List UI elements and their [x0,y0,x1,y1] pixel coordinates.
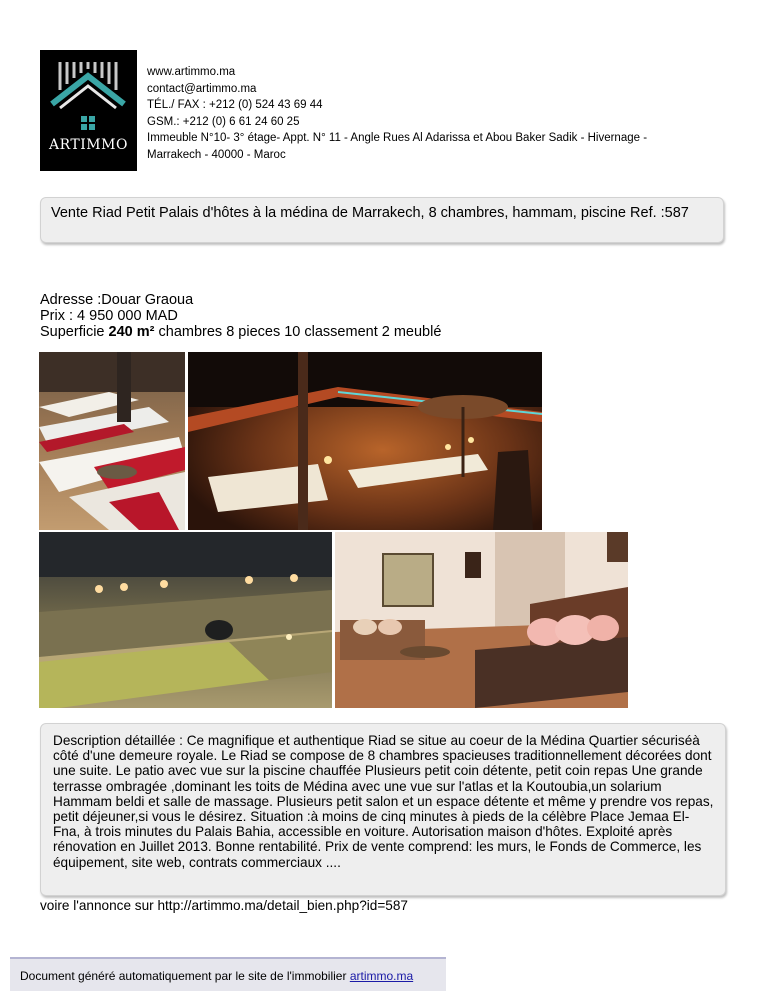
footer-link[interactable]: artimmo.ma [349,969,414,983]
photo-salon [335,532,628,708]
listing-url[interactable]: voire l'annonce sur http://artimmo.ma/detail_bien.php?id=587 [40,898,408,913]
listing-details [40,292,441,340]
website-line: www.artimmo.ma [147,66,236,78]
email-line: contact@artimmo.ma [147,82,257,95]
address-line-2: Marrakech - 40000 - Maroc [147,148,286,161]
surface-rest: chambres 8 pieces 10 classement 2 meublé [158,324,442,340]
photo-hammam [39,532,332,708]
surface-field [40,324,441,340]
photo-pool-loungers [39,352,185,530]
footer-text: Document généré automatiquement par le site de l'immobilier [20,969,347,983]
address-line-1: Immeuble N°10- 3° étage- Appt. N° 11 - Angle Rues Al Adarissa et Abou Baker Sadik - Hivernage - [147,132,648,144]
price-field: Prix : 4 950 000 MAD [40,308,178,324]
listing-description: Description détaillée : Ce magnifique et authentique Riad se situe au coeur de la Médina Quartier sécuriséà côté d'une demeure royale. Le Riad se compose de 8 chambres spacieuses traditionnellement décorées dont une suite. Le patio avec vue sur la piscine chauffée Plusieurs petit coin détente, petit coin repas Une grande terrasse ombragée ,dominant les toits de Médina avec une vue sur l'atlas et la Koutoubia,un solarium Hammam beldi et salle de massage. Plusieurs petit salon et un espace détente et même y prendre vos repas, petit déjeuner,si vous le désirez. Situation :à moins de cinq minutes à pieds de la célèbre Place Jemaa El-Fna, à trois minutes du Palais Bahia, accessible en voiture. Autorisation maison d'hôtes. Exploité après rénovation en Juillet 2013. Bonne rentabilité. Prix de vente comprend: les murs, le Fonds de Commerce, les équipement, site web, contrats commerciaux .... [40,723,726,896]
surface-value: 240 m² [108,324,155,340]
contact-info [147,64,647,163]
address-field: Adresse :Douar Graoua [40,292,194,308]
surface-label: Superficie [40,324,105,340]
phone-fax-line: TÉL./ FAX : +212 (0) 524 43 69 44 [147,99,323,111]
artimmo-logo [40,50,137,171]
gsm-line: GSM.: +212 (0) 6 61 24 60 25 [147,115,300,128]
logo-wordmark: ARTIMMO [49,137,128,153]
listing-title: Vente Riad Petit Palais d'hôtes à la médina de Marrakech, 8 chambres, hammam, piscine Ref. :587 [40,197,724,243]
footer-bar [10,957,446,991]
photo-night-terrace [188,352,542,530]
